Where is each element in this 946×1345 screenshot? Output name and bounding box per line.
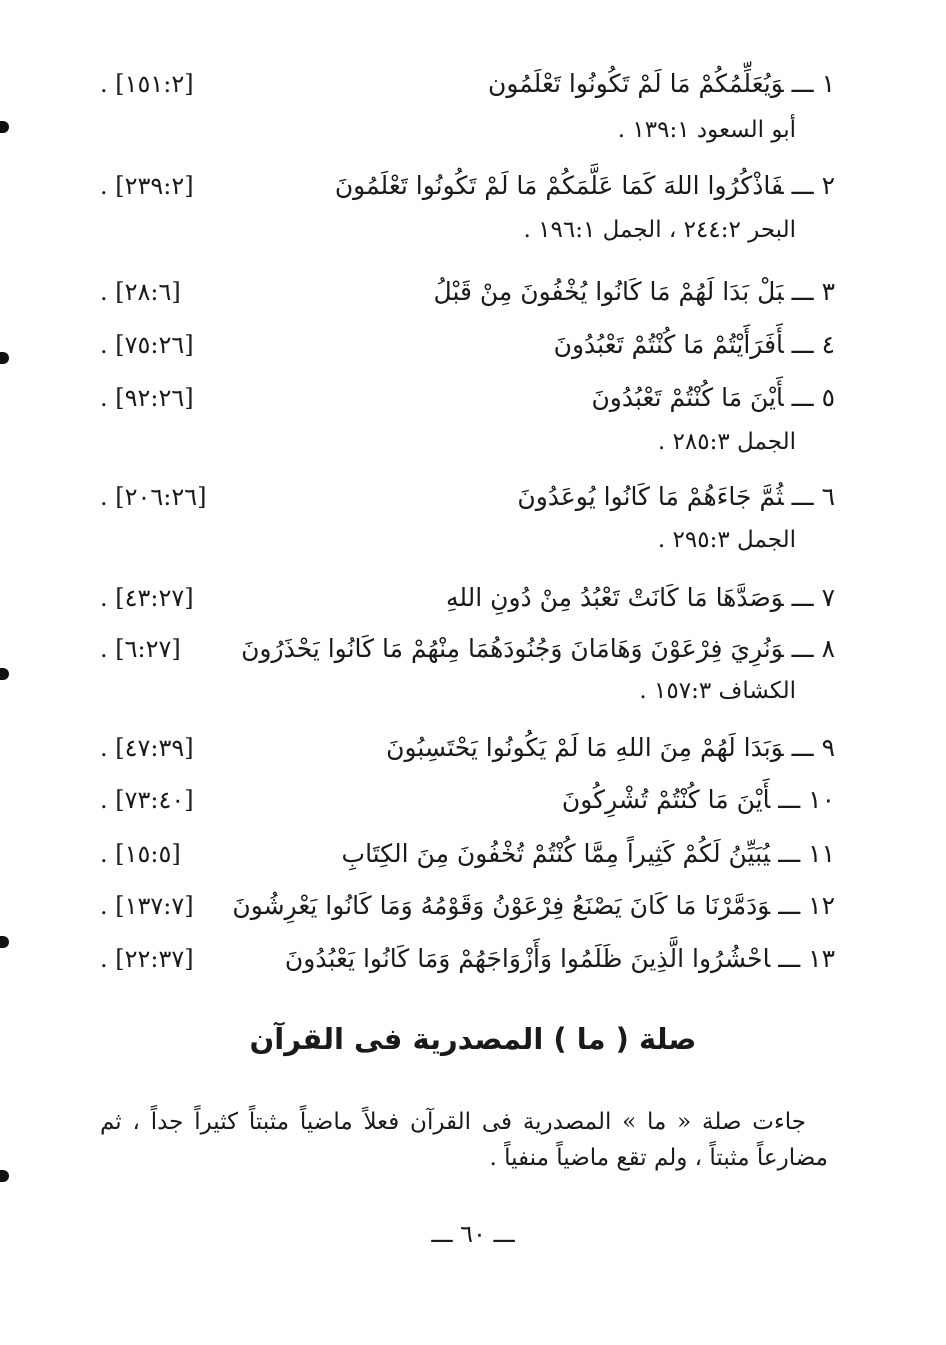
verse-text xyxy=(335,166,835,206)
surah-reference: [١٣٧:٧] . xyxy=(100,892,194,920)
verse-entry xyxy=(100,272,835,312)
surah-reference: [٢٢:٣٧] . xyxy=(100,945,194,973)
paragraph-text: جاءت صلة « ما » المصدرية فى القرآن فعلاً ماضياً مثبتاً كثيراً جداً ، ثم مضارعاً مثبتاً ، ولم تقع ماضياً منفياً . xyxy=(100,1109,828,1171)
entry-number: ٤ ـــ xyxy=(791,330,835,359)
verse-arabic: يُبَيِّنُ لَكُمْ كَثِيراً مِمَّا كُنْتُمْ تُخْفُونَ مِنَ الكِتَابِ xyxy=(341,839,771,868)
verse-text xyxy=(232,886,835,926)
verse-text xyxy=(434,272,835,312)
verse-arabic: وَصَدَّهَا مَا كَانَتْ تَعْبُدُ مِنْ دُونِ اللهِ xyxy=(445,583,784,612)
verse-arabic: بَلْ بَدَا لَهُمْ مَا كَانُوا يُخْفُونَ مِنْ قَبْلُ xyxy=(433,277,784,306)
binding-mark xyxy=(0,352,9,364)
tafsir-source: الجمل ٢٨٥:٣ . xyxy=(657,429,796,455)
entry-number: ٩ ـــ xyxy=(791,733,835,762)
verse-arabic: وَدَمَّرْنَا مَا كَانَ يَصْنَعُ فِرْعَوْنُ وَقَوْمُهُ وَمَا كَانُوا يَعْرِشُونَ xyxy=(232,891,771,920)
verse-arabic: احْشُرُوا الَّذِينَ ظَلَمُوا وَأَزْوَاجَهُمْ وَمَا كَانُوا يَعْبُدُونَ xyxy=(284,944,771,973)
entry-number: ٦ ـــ xyxy=(791,482,835,511)
verse-text xyxy=(386,728,835,768)
surah-reference: [٤٣:٢٧] . xyxy=(100,584,194,612)
entry-number: ١٣ ـــ xyxy=(778,944,835,973)
verse-text xyxy=(562,780,835,820)
entry-number: ١١ ـــ xyxy=(778,839,835,868)
verse-text xyxy=(446,578,835,618)
verse-entry xyxy=(100,780,835,820)
surah-reference: [٢٨:٦] . xyxy=(100,278,181,306)
verse-entry xyxy=(100,886,835,926)
verse-entry xyxy=(100,64,835,104)
verse-arabic: ثُمَّ جَاءَهُمْ مَا كَانُوا يُوعَدُونَ xyxy=(517,482,784,511)
verse-entry xyxy=(100,629,835,669)
verse-entry xyxy=(100,378,835,418)
tafsir-source: البحر ٢٤٤:٢ ، الجمل ١٩٦:١ . xyxy=(523,217,796,243)
verse-text xyxy=(554,325,835,365)
surah-reference: [٩٢:٢٦] . xyxy=(100,384,194,412)
verse-entry xyxy=(100,477,835,517)
surah-reference: [٦:٢٧] . xyxy=(100,635,181,663)
verse-text xyxy=(591,378,835,418)
body-paragraph xyxy=(100,1104,828,1176)
surah-reference: [٢٠٦:٢٦] . xyxy=(100,483,207,511)
verse-entry xyxy=(100,166,835,206)
binding-mark xyxy=(0,1170,9,1182)
verse-text xyxy=(285,939,835,979)
entry-number: ٣ ـــ xyxy=(791,277,835,306)
surah-reference: [١٥١:٢] . xyxy=(100,70,194,98)
entry-number: ٨ ـــ xyxy=(791,634,835,663)
verse-arabic: أَيْنَ مَا كُنْتُمْ تَعْبُدُونَ xyxy=(591,383,784,412)
surah-reference: [٧٣:٤٠] . xyxy=(100,786,194,814)
tafsir-source: الجمل ٢٩٥:٣ . xyxy=(657,527,796,553)
surah-reference: [٧٥:٢٦] . xyxy=(100,331,194,359)
surah-reference: [١٥:٥] . xyxy=(100,840,181,868)
page-number: ـــ ٦٠ ـــ xyxy=(431,1220,515,1248)
verse-arabic: أَفَرَأَيْتُمْ مَا كُنْتُمْ تَعْبُدُونَ xyxy=(553,330,784,359)
entry-number: ٥ ـــ xyxy=(791,383,835,412)
verse-entry xyxy=(100,939,835,979)
tafsir-source: الكشاف ١٥٧:٣ . xyxy=(639,678,796,704)
verse-entry xyxy=(100,834,835,874)
surah-reference: [٤٧:٣٩] . xyxy=(100,734,194,762)
section-heading: صلة ( ما ) المصدرية فى القرآن xyxy=(249,1022,697,1056)
binding-mark xyxy=(0,121,9,133)
entry-number: ١٠ ـــ xyxy=(778,785,835,814)
verse-text xyxy=(241,629,835,669)
binding-mark xyxy=(0,668,9,680)
tafsir-source: أبو السعود ١٣٩:١ . xyxy=(617,117,796,143)
verse-text xyxy=(488,64,835,104)
entry-number: ١٢ ـــ xyxy=(778,891,835,920)
entry-number: ٧ ـــ xyxy=(791,583,835,612)
verse-arabic: أَيْنَ مَا كُنْتُمْ تُشْرِكُونَ xyxy=(561,785,771,814)
verse-text xyxy=(342,834,835,874)
entry-number: ١ ـــ xyxy=(791,69,835,98)
entry-number: ٢ ـــ xyxy=(791,171,835,200)
verse-arabic: وَبَدَا لَهُمْ مِنَ اللهِ مَا لَمْ يَكُونُوا يَحْتَسِبُونَ xyxy=(386,733,784,762)
verse-arabic: فَاذْكُرُوا اللهَ كَمَا عَلَّمَكُمْ مَا لَمْ تَكُونُوا تَعْلَمُونَ xyxy=(334,171,784,200)
verse-arabic: وَيُعَلِّمُكُمْ مَا لَمْ تَكُونُوا تَعْلَمُون xyxy=(487,69,784,98)
verse-entry xyxy=(100,578,835,618)
verse-text xyxy=(517,477,835,517)
verse-arabic: وَنُرِيَ فِرْعَوْنَ وَهَامَانَ وَجُنُودَهُمَا مِنْهُمْ مَا كَانُوا يَحْذَرُونَ xyxy=(241,634,784,663)
verse-entry xyxy=(100,728,835,768)
binding-mark xyxy=(0,936,9,948)
verse-entry xyxy=(100,325,835,365)
surah-reference: [٢٣٩:٢] . xyxy=(100,172,194,200)
